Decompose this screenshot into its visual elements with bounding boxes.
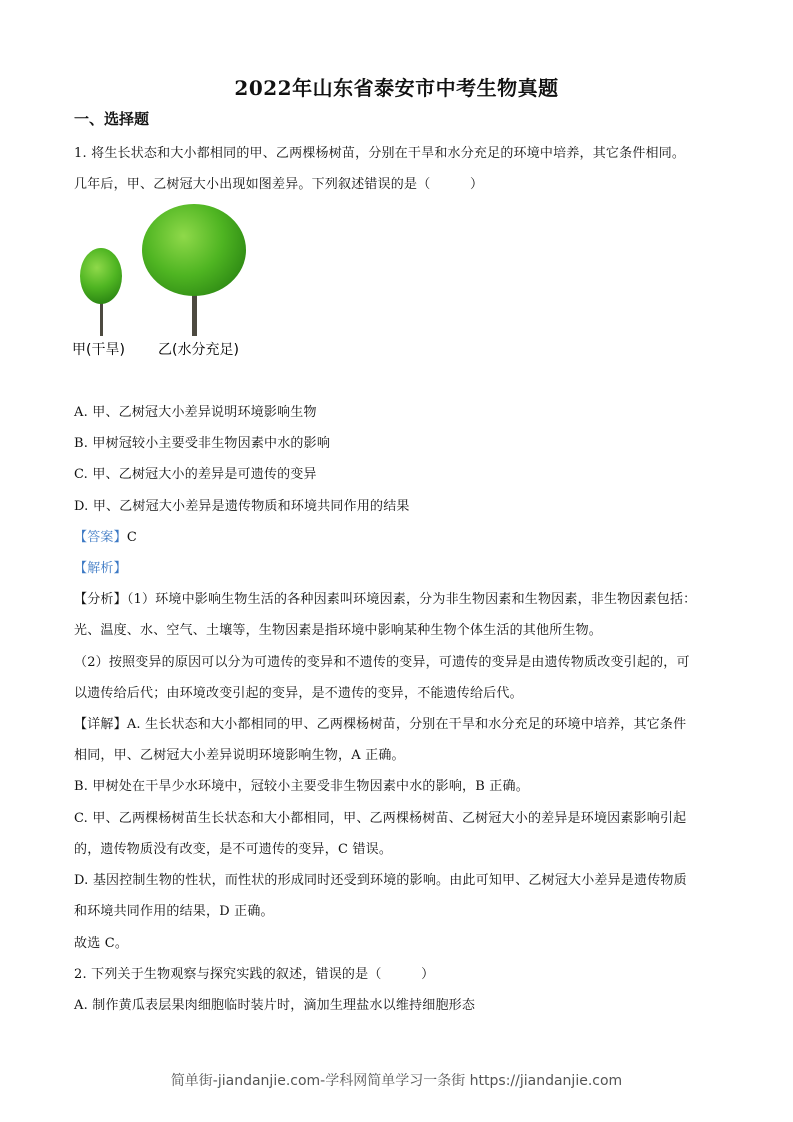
tree-comparison-figure [72,200,272,365]
figure-label-jia: 甲(干旱) [72,342,125,358]
fenxi-line3: （2）按照变异的原因可以分为可遗传的变异和不遗传的变异，可遗传的变异是由遗传物质改变引起的，可 [74,655,690,670]
question2-option-a: A. 制作黄瓜表层果肉细胞临时装片时，滴加生理盐水以维持细胞形态 [74,998,476,1013]
fenxi-line4: 以遗传给后代；由环境改变引起的变异，是不遗传的变异，不能遗传给后代。 [74,686,523,701]
fenxi-text: （1）环境中影响生物生活的各种因素叫环境因素，分为非生物因素和生物因素，非生物因素包括： [126,592,697,607]
fenxi-label: 【分析】 [74,592,127,607]
conclusion: 故选 C。 [74,936,129,951]
answer-label: 【答案】 [74,530,127,545]
question2-stem: 2. 下列关于生物观察与探究实践的叙述，错误的是（ ） [74,967,435,982]
question1-stem-line1: 1. 将生长状态和大小都相同的甲、乙两棵杨树苗，分别在干旱和水分充足的环境中培养，其它条件相同。 [74,146,686,161]
page-title: 2022年山东省泰安市中考生物真题 [234,76,559,100]
xiangjie-label: 【详解】 [74,717,127,732]
large-tree-image [140,202,250,338]
xiangjie-line4: C. 甲、乙两棵杨树苗生长状态和大小都相同，甲、乙两棵杨树苗、乙树冠大小的差异是环境因素影响引起 [74,811,687,826]
section-heading: 一、选择题 [74,110,150,128]
answer-value: C [126,530,137,545]
xiangjie-line7: 和环境共同作用的结果，D 正确。 [74,904,274,919]
option-c: C. 甲、乙树冠大小的差异是可遗传的变异 [74,467,317,482]
fenxi-line2: 光、温度、水、空气、土壤等，生物因素是指环境中影响某种生物个体生活的其他所生物。 [74,623,603,638]
question1-stem-line2: 几年后，甲、乙树冠大小出现如图差异。下列叙述错误的是（ ） [74,177,484,192]
xiangjie-text: A. 生长状态和大小都相同的甲、乙两棵杨树苗，分别在干旱和水分充足的环境中培养，其它条件 [126,717,687,732]
answer-row [74,526,137,545]
small-tree-image [78,246,124,338]
xiangjie-line2: 相同，甲、乙树冠大小差异说明环境影响生物，A 正确。 [74,748,405,763]
option-b: B. 甲树冠较小主要受非生物因素中水的影响 [74,436,331,451]
xiangjie-line5: 的，遗传物质没有改变，是不可遗传的变异，C 错误。 [74,842,393,857]
option-d: D. 甲、乙树冠大小差异是遗传物质和环境共同作用的结果 [74,499,410,514]
xiangjie-line1 [74,713,686,732]
footer-watermark: 简单街-jiandanjie.com-学科网简单学习一条街 https://jiandanjie.com [170,1073,623,1089]
xiangjie-line3: B. 甲树处在干旱少水环境中，冠较小主要受非生物因素中水的影响，B 正确。 [74,779,529,794]
fenxi-line1 [74,588,696,607]
figure-label-yi: 乙(水分充足) [158,342,239,358]
option-a: A. 甲、乙树冠大小差异说明环境影响生物 [74,405,317,420]
xiangjie-line6: D. 基因控制生物的性状，而性状的形成同时还受到环境的影响。由此可知甲、乙树冠大小差异是遗传物质 [74,873,687,888]
analysis-label: 【解析】 [74,561,127,576]
